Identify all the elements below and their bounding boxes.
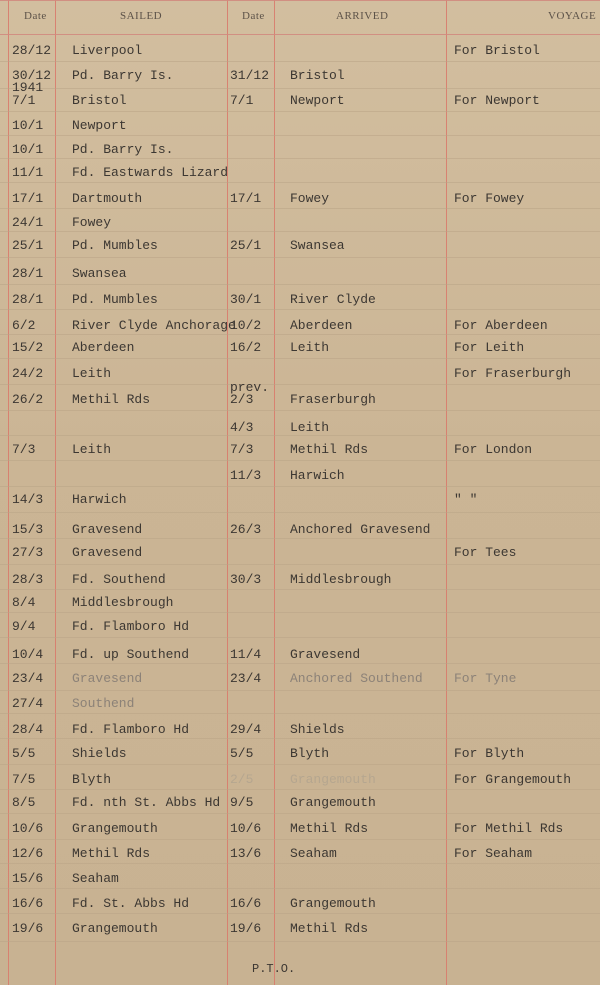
row-rule [0,637,600,638]
row-rule [0,61,600,62]
row-rule [0,764,600,765]
arrived-place: Grangemouth [290,795,376,810]
sailed-place: Harwich [72,492,127,507]
sailed-place: Swansea [72,266,127,281]
sailed-place: Fd. Eastwards Lizard [72,165,229,180]
sailed-place: Southend [72,696,135,711]
arrived-date: 2/5 [230,772,254,787]
arrived-date: 13/6 [230,846,262,861]
arrived-date: 2/3 [230,392,254,407]
sailed-place: Newport [72,118,127,133]
row-rule [0,913,600,914]
row-rule [0,690,600,691]
arrived-date: 10/6 [230,821,262,836]
header-rule [0,34,600,35]
row-rule [0,208,600,209]
sailed-date: 1941 [12,80,44,95]
sailed-date: 19/6 [12,921,44,936]
row-rule [0,334,600,335]
row-rule [0,941,600,942]
row-rule [0,813,600,814]
sailed-date: 24/1 [12,215,44,230]
sailed-date: 11/1 [12,165,44,180]
row-rule [0,88,600,89]
column-rule [227,0,228,985]
header-sailed: SAILED [120,10,163,22]
sailed-place: Blyth [72,772,112,787]
arrived-place: Shields [290,722,345,737]
sailed-place: Middlesbrough [72,595,174,610]
voyage: For London [454,442,533,457]
sailed-place: Seaham [72,871,119,886]
sailed-place: Methil Rds [72,846,151,861]
voyage: " " [454,492,478,507]
sailed-date: 7/3 [12,442,36,457]
sailed-date: 27/3 [12,545,44,560]
voyage: For Fowey [454,191,525,206]
sailed-place: Methil Rds [72,392,151,407]
row-rule [0,257,600,258]
arrived-date: 26/3 [230,522,262,537]
voyage: For Bristol [454,43,540,58]
sailed-date: 8/4 [12,595,36,610]
row-rule [0,111,600,112]
arrived-date: 5/5 [230,746,254,761]
column-rule [274,0,275,985]
arrived-place: Middlesbrough [290,572,392,587]
sailed-date: 12/6 [12,846,44,861]
sailed-place: Pd. Barry Is. [72,142,174,157]
arrived-place: Methil Rds [290,442,369,457]
column-rule [55,0,56,985]
sailed-date: 23/4 [12,671,44,686]
sailed-date: 15/2 [12,340,44,355]
sailed-place: Fd. up Southend [72,647,190,662]
arrived-place: Fowey [290,191,330,206]
arrived-date: 10/2 [230,318,262,333]
sailed-date: 8/5 [12,795,36,810]
voyage: For Fraserburgh [454,366,572,381]
arrived-date: 23/4 [230,671,262,686]
row-rule [0,839,600,840]
sailed-place: Leith [72,442,112,457]
sailed-date: 16/6 [12,896,44,911]
row-rule [0,789,600,790]
sailed-date: 15/6 [12,871,44,886]
arrived-date: prev. [230,380,270,395]
arrived-place: Leith [290,340,330,355]
margin-rule [8,0,9,985]
row-rule [0,158,600,159]
row-rule [0,231,600,232]
arrived-date: 30/1 [230,292,262,307]
sailed-date: 28/3 [12,572,44,587]
arrived-place: River Clyde [290,292,376,307]
row-rule [0,863,600,864]
row-rule [0,888,600,889]
row-rule [0,738,600,739]
sailed-place: Fd. Flamboro Hd [72,722,190,737]
arrived-place: Leith [290,420,330,435]
sailed-place: Fowey [72,215,112,230]
arrived-place: Swansea [290,238,345,253]
voyage: For Seaham [454,846,533,861]
sailed-place: River Clyde Anchorage [72,318,236,333]
arrived-place: Gravesend [290,647,361,662]
row-rule [0,663,600,664]
sailed-place: Grangemouth [72,921,158,936]
sailed-date: 25/1 [12,238,44,253]
sailed-date: 10/6 [12,821,44,836]
arrived-date: 11/4 [230,647,262,662]
arrived-place: Methil Rds [290,921,369,936]
sailed-date: 7/5 [12,772,36,787]
footer-pto: P.T.O. [252,962,296,976]
sailed-date: 24/2 [12,366,44,381]
arrived-place: Methil Rds [290,821,369,836]
row-rule [0,284,600,285]
arrived-date: 9/5 [230,795,254,810]
voyage: For Methil Rds [454,821,564,836]
arrived-date: 11/3 [230,468,262,483]
voyage: For Leith [454,340,525,355]
row-rule [0,564,600,565]
sailed-date: 28/1 [12,266,44,281]
arrived-date: 16/2 [230,340,262,355]
row-rule [0,358,600,359]
sailed-place: Aberdeen [72,340,135,355]
arrived-date: 17/1 [230,191,262,206]
sailed-place: Fd. Flamboro Hd [72,619,190,634]
voyage: For Newport [454,93,540,108]
row-rule [0,182,600,183]
header-voyage: VOYAGE [548,10,597,22]
sailed-date: 28/12 [12,43,52,58]
row-rule [0,460,600,461]
row-rule [0,589,600,590]
row-rule [0,486,600,487]
sailed-date: 14/3 [12,492,44,507]
row-rule [0,384,600,385]
sailed-place: Gravesend [72,545,143,560]
sailed-place: Shields [72,746,127,761]
sailed-place: Liverpool [72,43,143,58]
header-date-arrived: Date [242,10,265,22]
row-rule [0,135,600,136]
row-rule [0,713,600,714]
header-arrived: ARRIVED [336,10,389,22]
arrived-date: 4/3 [230,420,254,435]
sailed-place: Pd. Barry Is. [72,68,174,83]
sailed-place: Fd. Southend [72,572,166,587]
sailed-date: 28/4 [12,722,44,737]
row-rule [0,612,600,613]
arrived-date: 7/1 [230,93,254,108]
arrived-date: 30/3 [230,572,262,587]
column-rule [446,0,447,985]
arrived-place: Anchored Gravesend [290,522,431,537]
arrived-date: 31/12 [230,68,270,83]
row-rule [0,538,600,539]
sailed-date: 6/2 [12,318,36,333]
voyage: For Blyth [454,746,525,761]
row-rule [0,512,600,513]
sailed-place: Pd. Mumbles [72,292,158,307]
row-rule [0,309,600,310]
sailed-date: 15/3 [12,522,44,537]
sailed-date: 28/1 [12,292,44,307]
sailed-place: Grangemouth [72,821,158,836]
arrived-place: Anchored Southend [290,671,423,686]
voyage: For Grangemouth [454,772,572,787]
arrived-place: Grangemouth [290,896,376,911]
arrived-date: 16/6 [230,896,262,911]
header-date-sailed: Date [24,10,47,22]
sailed-place: Gravesend [72,522,143,537]
sailed-date: 9/4 [12,619,36,634]
arrived-place: Seaham [290,846,337,861]
arrived-date: 7/3 [230,442,254,457]
arrived-place: Blyth [290,746,330,761]
sailed-date: 30/12 [12,68,52,83]
sailed-date: 10/1 [12,142,44,157]
row-rule [0,435,600,436]
sailed-place: Pd. Mumbles [72,238,158,253]
arrived-place: Aberdeen [290,318,353,333]
header-rule [0,0,600,1]
sailed-date: 7/1 [12,93,36,108]
sailed-place: Fd. nth St. Abbs Hd [72,795,221,810]
sailed-date: 10/1 [12,118,44,133]
sailed-date: 17/1 [12,191,44,206]
arrived-place: Grangemouth [290,772,376,787]
sailed-place: Dartmouth [72,191,143,206]
sailed-date: 26/2 [12,392,44,407]
voyage: For Tees [454,545,517,560]
sailed-date: 10/4 [12,647,44,662]
sailed-date: 27/4 [12,696,44,711]
arrived-date: 19/6 [230,921,262,936]
arrived-place: Harwich [290,468,345,483]
voyage: For Aberdeen [454,318,548,333]
voyage: For Tyne [454,671,517,686]
row-rule [0,410,600,411]
sailed-place: Bristol [72,93,127,108]
sailed-date: 5/5 [12,746,36,761]
sailed-place: Gravesend [72,671,143,686]
arrived-place: Newport [290,93,345,108]
arrived-date: 25/1 [230,238,262,253]
arrived-place: Fraserburgh [290,392,376,407]
arrived-place: Bristol [290,68,345,83]
sailed-place: Leith [72,366,112,381]
sailed-place: Fd. St. Abbs Hd [72,896,190,911]
arrived-date: 29/4 [230,722,262,737]
